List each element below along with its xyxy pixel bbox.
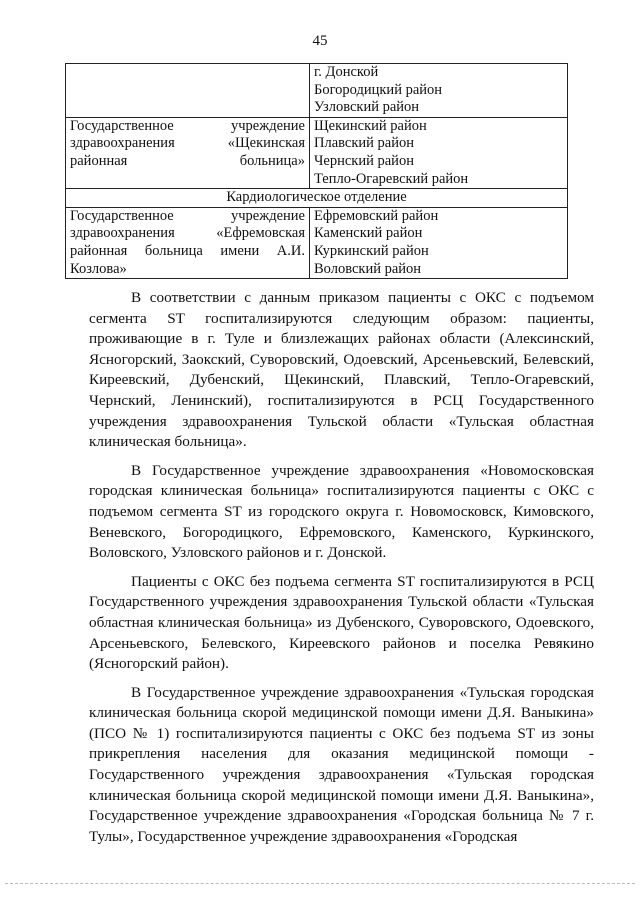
district-item: Узловский район (314, 99, 420, 116)
table-cell-institution (66, 64, 310, 118)
table-cell-institution: Государственное учреждение здравоохранения «Ефремовская районная больница имени А.И. Козлова» (66, 207, 310, 278)
district-item: Ефремовский район (314, 207, 439, 224)
table-row (66, 207, 568, 278)
table-row (66, 117, 568, 188)
district-item: Чернский район (314, 152, 414, 169)
district-item: Богородицкий район (314, 81, 443, 98)
table-cell-districts (310, 117, 568, 188)
paragraph: Пациенты с ОКС без подъема сегмента ST госпитализируются в РСЦ Государственного учреждения здравоохранения Тульской области «Тульская областная клиническая больница» из Дубенского, Суворовского, Одоевского, Арсеньевского, Белевского, Киреевского районов и поселка Ревякино (Ясногорский район). (89, 572, 594, 673)
table-cell-districts (310, 64, 568, 118)
district-item: Плавский район (314, 135, 414, 152)
body-text (89, 288, 594, 855)
district-item: Щекинский район (314, 117, 427, 134)
district-item: Каменский район (314, 225, 423, 242)
table-section-title: Кардиологическое отделение (66, 189, 568, 208)
page-number: 45 (312, 33, 328, 49)
hospital-assignment-table (65, 63, 568, 279)
district-item: г. Донской (314, 64, 379, 80)
paragraph: В Государственное учреждение здравоохранения «Тульская городская клиническая больница скорой медицинской помощи имени Д.Я. Ваныкина» (ПСО № 1) госпитализируются пациенты с ОКС без подъема ST из зоны прикрепления населения для оказания медицинской помощи - Государственного учреждения здравоохранения «Тульская городская клиническая больница скорой медицинской помощи имени Д.Я. Ваныкина», Государственное учреждение здравоохранения «Городская больница № 7 г. Тулы», Государственное учреждение здравоохранения «Городская (89, 683, 594, 845)
footer-divider (5, 883, 635, 886)
table-section-row (66, 189, 568, 208)
district-item: Воловский район (314, 260, 422, 277)
district-item: Куркинский район (314, 242, 429, 259)
paragraph: В Государственное учреждение здравоохранения «Новомосковская городская клиническая больница» госпитализируются пациенты с ОКС с подъемом сегмента ST из городского округа г. Новомосковск, Кимовского, Веневского, Богородицкого, Ефремовского, Каменского, Куркинского, Воловского, Узловского районов и г. Донской. (89, 461, 594, 562)
paragraph: В соответствии с данным приказом пациенты с ОКС с подъемом сегмента ST госпитализируются следующим образом: пациенты, проживающие в г. Туле и близлежащих районах области (Алексинский, Ясногорский, Заокский, Суворовский, Одоевский, Арсеньевский, Белевский, Киреевский, Дубенский, Щекинский, Плавский, Тепло-Огаревский, Чернский, Ленинский), госпитализируются в РСЦ Государственного учреждения здравоохранения Тульской области «Тульская областная клиническая больница». (89, 289, 594, 451)
table-row (66, 64, 568, 118)
district-item: Тепло-Огаревский район (314, 170, 469, 187)
table-cell-districts (310, 207, 568, 278)
table-cell-institution: Государственное учреждение здравоохранения «Щекинская районная больница» (66, 117, 310, 188)
